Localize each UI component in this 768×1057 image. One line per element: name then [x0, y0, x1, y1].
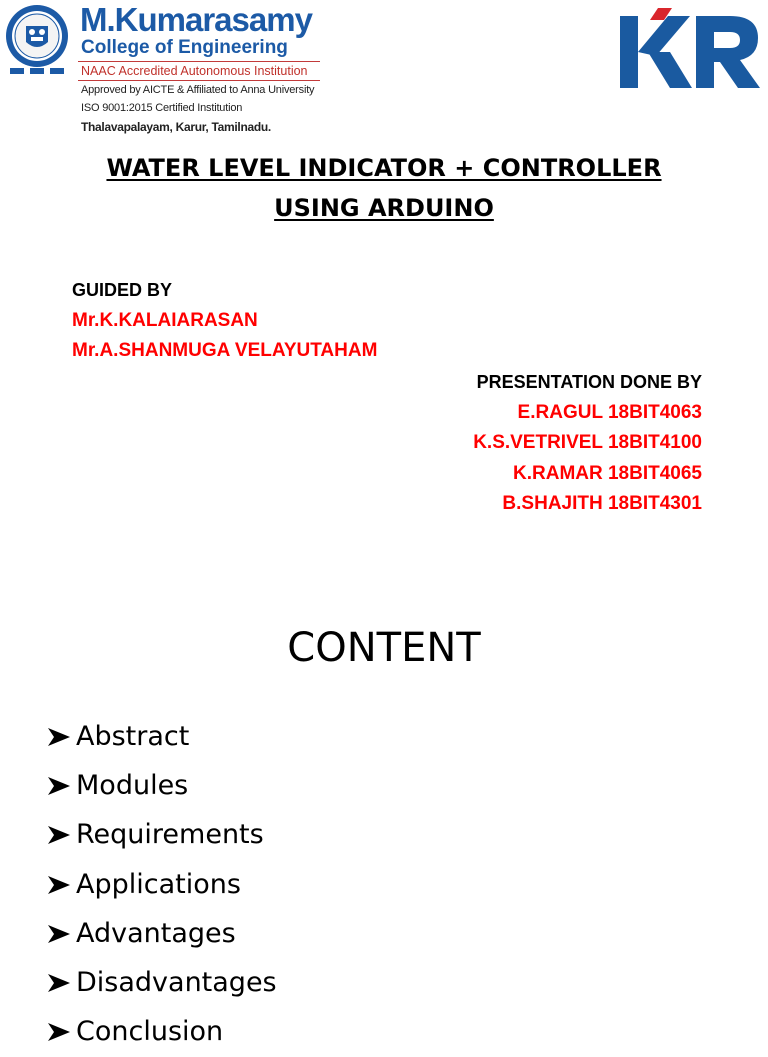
team-member: B.SHAJITH 18BIT4301 — [502, 493, 702, 514]
arrow-bullet-icon — [46, 972, 74, 994]
team-member: K.S.VETRIVEL 18BIT4100 — [473, 432, 702, 453]
list-item-label: Requirements — [76, 819, 264, 851]
arrow-bullet-icon — [46, 923, 74, 945]
divider — [78, 80, 320, 81]
divider — [78, 61, 320, 62]
address-text: Thalavapalayam, Karur, Tamilnadu. — [81, 120, 271, 134]
list-item-label: Advantages — [76, 917, 236, 949]
arrow-bullet-icon — [46, 726, 74, 748]
title-line-1: WATER LEVEL INDICATOR + CONTROLLER — [106, 154, 662, 182]
presentation-title — [0, 148, 768, 228]
list-item-label: Applications — [76, 868, 241, 900]
list-item — [46, 909, 277, 958]
title-line-2: USING ARDUINO — [274, 194, 494, 222]
arrow-bullet-icon — [46, 1021, 74, 1043]
college-seal-icon — [4, 2, 70, 80]
presented-by-label: PRESENTATION DONE BY — [476, 372, 702, 392]
list-item — [46, 712, 277, 761]
team-member: E.RAGUL 18BIT4063 — [517, 402, 702, 423]
arrow-bullet-icon — [46, 874, 74, 896]
content-slide — [0, 540, 768, 1048]
list-item-label: Modules — [76, 769, 189, 801]
list-item-label: Disadvantages — [76, 967, 277, 999]
kr-logo-icon — [618, 8, 762, 92]
college-logo-block — [0, 0, 322, 140]
guide-name: Mr.K.KALAIARASAN — [72, 310, 258, 331]
list-item — [46, 958, 277, 1007]
list-item — [46, 1008, 277, 1057]
list-item — [46, 860, 277, 909]
college-subtitle: College of Engineering — [81, 37, 288, 58]
list-item-label: Abstract — [76, 720, 190, 752]
guide-name: Mr.A.SHANMUGA VELAYUTAHAM — [72, 340, 378, 361]
arrow-bullet-icon — [46, 824, 74, 846]
naac-text: NAAC Accredited Autonomous Institution — [81, 64, 308, 78]
team-member: K.RAMAR 18BIT4065 — [513, 463, 702, 484]
guided-by-label: GUIDED BY — [72, 280, 173, 300]
list-item — [46, 811, 277, 860]
list-item-label: Conclusion — [76, 1016, 224, 1048]
list-item — [46, 761, 277, 810]
content-list — [46, 712, 277, 1057]
approval-text: Approved by AICTE & Affiliated to Anna University — [81, 84, 315, 96]
college-name: M.Kumarasamy — [80, 1, 312, 38]
iso-text: ISO 9001:2015 Certified Institution — [81, 102, 243, 114]
arrow-bullet-icon — [46, 775, 74, 797]
content-title: CONTENT — [287, 625, 481, 671]
